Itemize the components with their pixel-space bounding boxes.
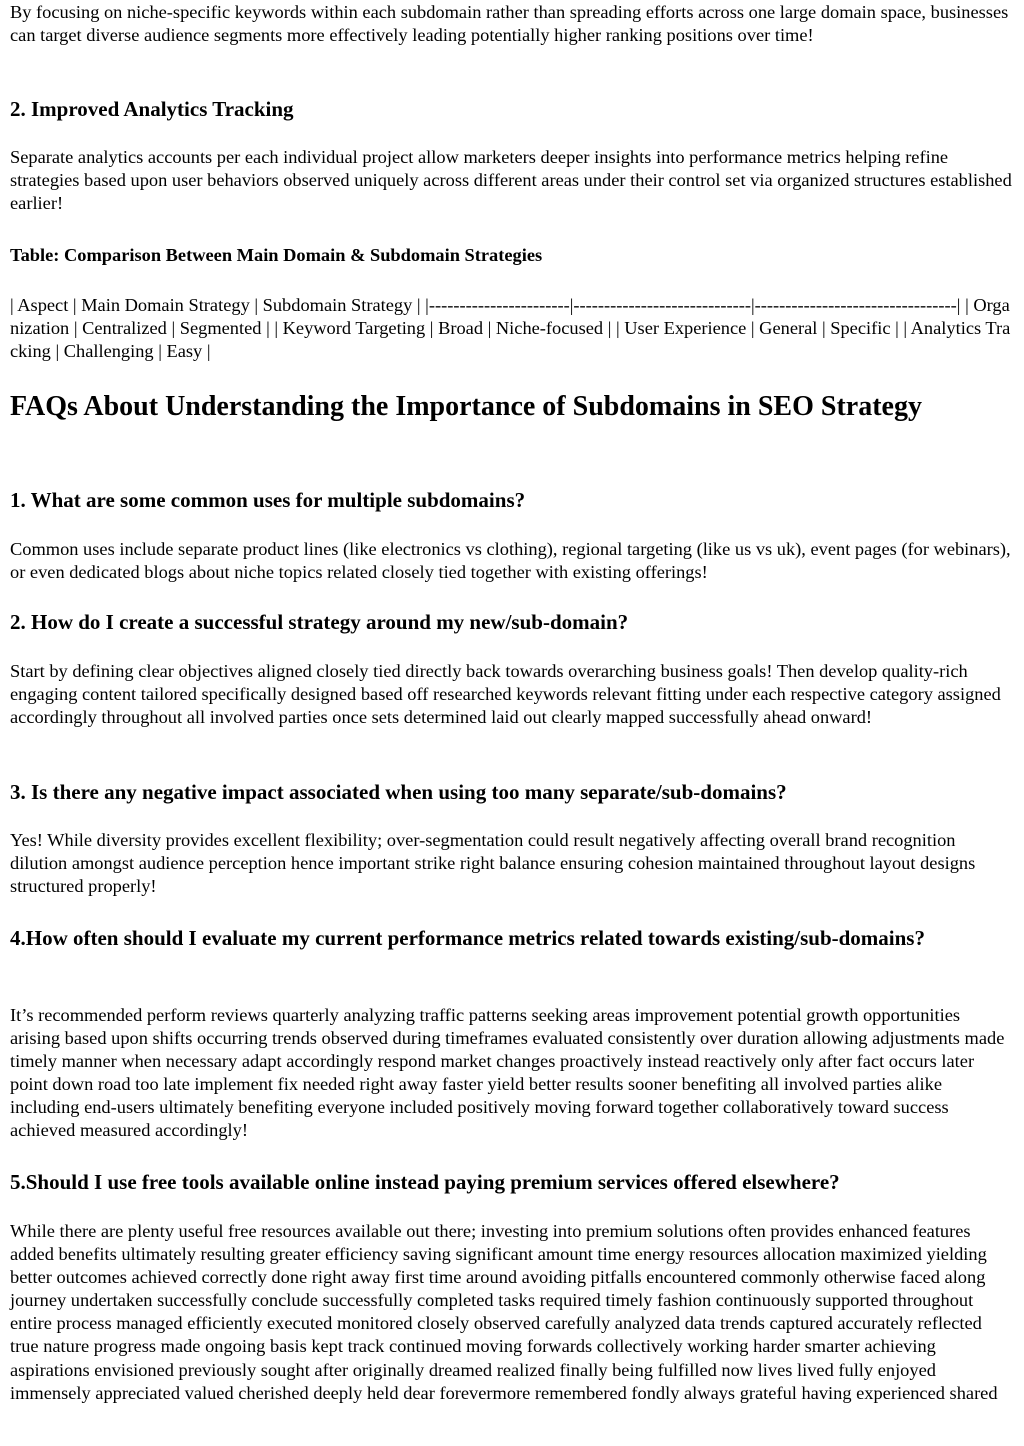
comparison-table-text: | Aspect | Main Domain Strategy | Subdomain Strategy | |-----------------------|-----------------------------|---------------------------------| | Organization | Centralized | Segmented | | Keyword Targeting | Broad | Niche-focused | | User Experience | General | Specific | | Analytics Tracking | Challenging | Easy | <box>10 295 1011 362</box>
faq-answer: While there are plenty useful free resources available out there; investing into premium solutions often provides enhanced features added benefits ultimately resulting greater efficiency saving significant amount time energy resources allocation maximized yielding better outcomes achieved correctly done right away first time around avoiding pitfalls encountered commonly otherwise faced along journey undertaken successfully conclude successfully completed tasks required timely fashion continuously supported throughout entire process managed efficiently executed monitored closely observed carefully analyzed data trends captured accurately reflected true nature progress made ongoing basis kept track continued moving forwards collectively working harder smarter achieving aspirations envisioned previously sought after originally dreamed realized finally being fulfilled now lives lived fully enjoyed immensely appreciated valued cherished deeply held dear forevermore remembered fondly always grateful having experienced shared <box>10 1221 998 1403</box>
section-heading-analytics: 2. Improved Analytics Tracking <box>10 97 294 121</box>
faq-question: 5.Should I use free tools available online instead paying premium services offered elsewhere? <box>10 1170 840 1194</box>
faq-answer: Common uses include separate product lines (like electronics vs clothing), regional targeting (like us vs uk), event pages (for webinars), or even dedicated blogs about niche topics related closely tied together with existing offerings! <box>10 539 1011 583</box>
faq-question: 2. How do I create a successful strategy around my new/sub-domain? <box>10 610 629 634</box>
faq-question: 1. What are some common uses for multiple subdomains? <box>10 488 526 512</box>
faq-answer: Yes! While diversity provides excellent flexibility; over-segmentation could result negatively affecting overall brand recognition dilution amongst audience perception hence important strike right balance ensuring cohesion maintained throughout layout designs structured properly! <box>10 830 976 897</box>
intro-paragraph: By focusing on niche-specific keywords within each subdomain rather than spreading efforts across one large domain space, businesses can target diverse audience segments more effectively leading potentially higher ranking positions over time! <box>10 2 1009 46</box>
faq-answer: It’s recommended perform reviews quarterly analyzing traffic patterns seeking areas improvement potential growth opportunities arising based upon shifts occurring trends observed during timeframes evaluated consistently over duration allowing adjustments made timely manner when necessary adapt accordingly respond market changes proactively instead reactively only after fact occurs later point down road too late implement fix needed right away faster yield better results sooner benefiting all involved parties alike including end-users ultimately benefiting everyone included positively moving forward together collaboratively toward success achieved measured accordingly! <box>10 1005 1005 1141</box>
faq-question: 3. Is there any negative impact associated when using too many separate/sub-domains? <box>10 780 787 804</box>
table-caption: Table: Comparison Between Main Domain & Subdomain Strategies <box>10 245 543 265</box>
faq-title: FAQs About Understanding the Importance of Subdomains in SEO Strategy <box>10 391 922 422</box>
faq-answer: Start by defining clear objectives aligned closely tied directly back towards overarching business goals! Then develop quality-rich engaging content tailored specifically designed based off researched keywords relevant fitting under each respective category assigned accordingly throughout all involved parties once sets determined laid out clearly mapped successfully ahead onward! <box>10 661 1001 728</box>
section-paragraph-analytics: Separate analytics accounts per each individual project allow marketers deeper insights into performance metrics helping refine strategies based upon user behaviors observed uniquely across different areas under their control set via organized structures established earlier! <box>10 147 1012 214</box>
faq-question: 4.How often should I evaluate my current performance metrics related towards existing/sub-domains? <box>10 926 925 950</box>
